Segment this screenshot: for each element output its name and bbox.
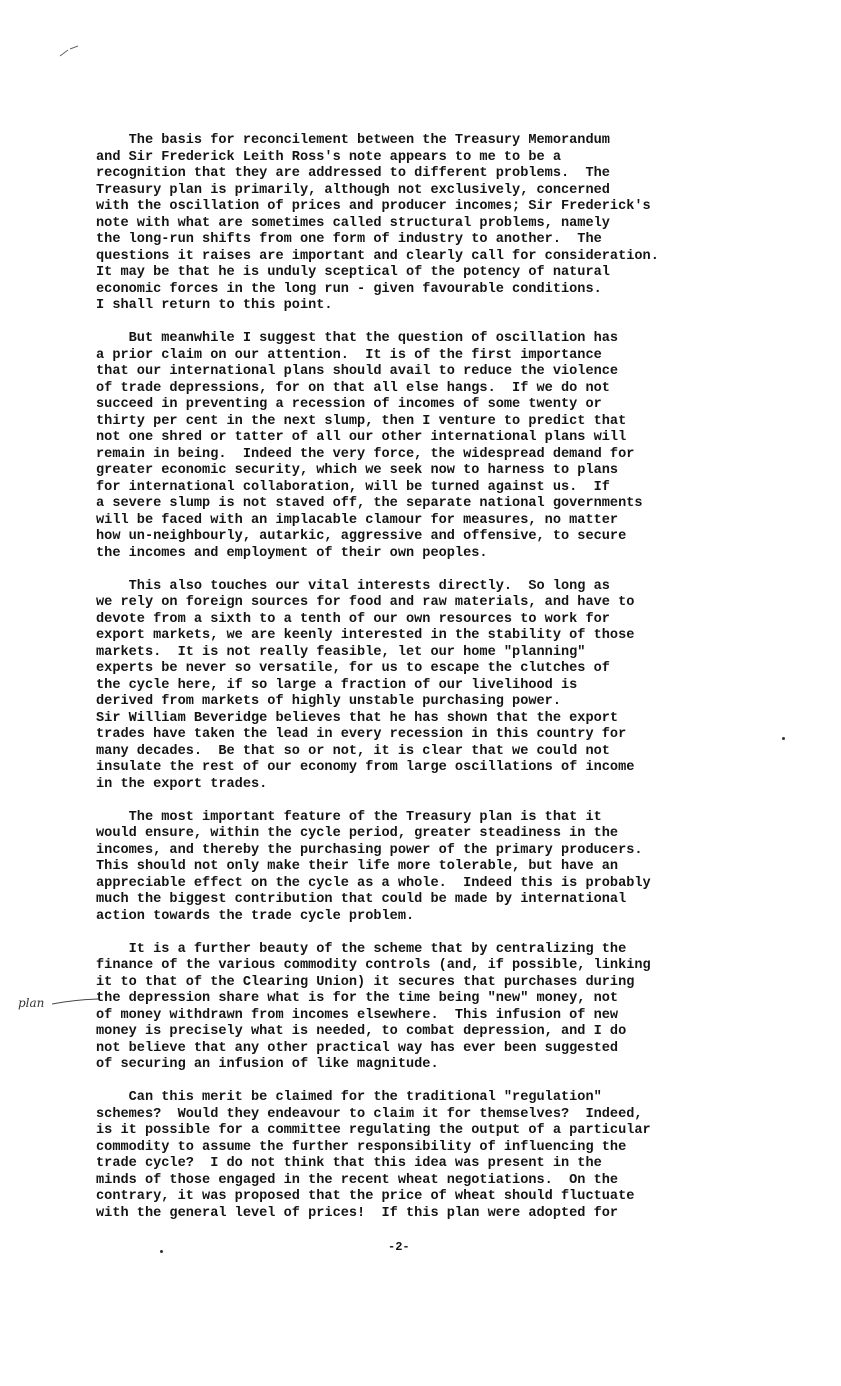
text-line: It may be that he is unduly sceptical of the potency of natural	[96, 265, 610, 280]
text-line: This also touches our vital interests directly. So long as	[96, 578, 610, 594]
text-line: appreciable effect on the cycle as a whole. Indeed this is probably	[96, 875, 651, 891]
text-line: experts be never so versatile, for us to escape the clutches of	[96, 661, 610, 676]
paragraph	[96, 810, 796, 926]
text-line: questions it raises are important and clearly call for consideration.	[96, 248, 659, 264]
text-line: not believe that any other practical way has ever been suggested	[96, 1040, 619, 1056]
text-line: This should not only make their life more tolerable, but have an	[96, 859, 619, 874]
page-number: -2-	[388, 1240, 410, 1254]
text-line: is it possible for a committee regulating the output of a particular	[96, 1123, 651, 1138]
text-line: minds of those engaged in the recent wheat negotiations. On the	[96, 1172, 619, 1188]
text-line: many decades. Be that so or not, it is clear that we could not	[96, 743, 610, 759]
text-line: markets. It is not really feasible, let our home "planning"	[96, 644, 586, 660]
text-line: not one shred or tatter of all our other international plans will	[96, 430, 627, 445]
text-line: of securing an infusion of like magnitude.	[96, 1057, 439, 1072]
stray-dot	[782, 737, 785, 740]
paragraph	[96, 1090, 796, 1222]
text-line: incomes, and thereby the purchasing power of the primary producers.	[96, 842, 643, 858]
text-line: of trade depressions, for on that all else hangs. If we do not	[96, 380, 610, 396]
text-line: the incomes and employment of their own peoples.	[96, 545, 488, 561]
text-line: trades have taken the lead in every recession in this country for	[96, 727, 627, 742]
text-line: in the export trades.	[96, 776, 268, 792]
text-line: note with what are sometimes called structural problems, namely	[96, 215, 610, 231]
text-line: much the biggest contribution that could be made by international	[96, 892, 627, 907]
paragraph	[96, 579, 796, 794]
stray-dot	[160, 1250, 163, 1253]
text-line: But meanwhile I suggest that the question of oscillation has	[96, 331, 619, 346]
text-line: a severe slump is not staved off, the separate national governments	[96, 496, 643, 511]
text-line: devote from a sixth to a tenth of our own resources to work for	[96, 611, 610, 627]
text-line: action towards the trade cycle problem.	[96, 908, 415, 924]
text-line: insulate the rest of our economy from large oscillations of income	[96, 760, 635, 775]
text-line: a prior claim on our attention. It is of the first importance	[96, 347, 602, 363]
text-line: greater economic security, which we seek now to harness to plans	[96, 463, 619, 478]
text-line: thirty per cent in the next slump, then I venture to predict that	[96, 413, 627, 429]
text-line: the cycle here, if so large a fraction of our livelihood is	[96, 677, 578, 693]
text-line: finance of the various commodity controls (and, if possible, linking	[96, 958, 651, 973]
text-line: remain in being. Indeed the very force, the widespread demand for	[96, 446, 635, 462]
pen-mark-icon	[58, 44, 82, 58]
text-line: succeed in preventing a recession of incomes of some twenty or	[96, 397, 602, 412]
text-line: how un-neighbourly, autarkic, aggressive and offensive, to secure	[96, 529, 627, 544]
paragraph	[96, 133, 796, 315]
text-line: of money withdrawn from incomes elsewhere. This infusion of new	[96, 1007, 619, 1023]
paragraph	[96, 942, 796, 1074]
margin-annotation: plan	[18, 996, 45, 1010]
text-line: contrary, it was proposed that the price of wheat should fluctuate	[96, 1189, 635, 1204]
text-line: the depression share what is for the time being "new" money, not	[96, 991, 619, 1006]
text-line: the long-run shifts from one form of industry to another. The	[96, 232, 602, 247]
text-line: The basis for reconcilement between the Treasury Memorandum	[96, 133, 610, 148]
document-body	[96, 133, 796, 1239]
text-line: and Sir Frederick Leith Ross's note appears to me to be a	[96, 149, 561, 165]
text-line: schemes? Would they endeavour to claim it for themselves? Indeed,	[96, 1106, 643, 1122]
paragraph	[96, 331, 796, 562]
text-line: with the general level of prices! If this plan were adopted for	[96, 1205, 619, 1221]
text-line: trade cycle? I do not think that this idea was present in the	[96, 1156, 602, 1171]
text-line: Sir William Beveridge believes that he has shown that the export	[96, 710, 619, 726]
text-line: with the oscillation of prices and producer incomes; Sir Frederick's	[96, 199, 651, 214]
text-line: that our international plans should avail to reduce the violence	[96, 364, 619, 379]
text-line: for international collaboration, will be turned against us. If	[96, 479, 610, 495]
text-line: economic forces in the long run - given favourable conditions.	[96, 281, 602, 297]
text-line: commodity to assume the further responsibility of influencing the	[96, 1139, 627, 1155]
text-line: export markets, we are keenly interested in the stability of those	[96, 628, 635, 643]
text-line: recognition that they are addressed to different problems. The	[96, 166, 610, 181]
text-line: Can this merit be claimed for the traditional "regulation"	[96, 1090, 602, 1105]
text-line: derived from markets of highly unstable purchasing power.	[96, 694, 561, 709]
text-line: will be faced with an implacable clamour for measures, no matter	[96, 512, 619, 528]
text-line: would ensure, within the cycle period, greater steadiness in the	[96, 826, 619, 841]
annotation-stroke-icon	[52, 998, 98, 1008]
text-line: It is a further beauty of the scheme that by centralizing the	[96, 941, 627, 957]
text-line: it to that of the Clearing Union) it secures that purchases during	[96, 974, 635, 990]
text-line: we rely on foreign sources for food and raw materials, and have to	[96, 595, 635, 610]
text-line: The most important feature of the Treasury plan is that it	[96, 809, 602, 825]
text-line: money is precisely what is needed, to combat depression, and I do	[96, 1024, 627, 1039]
text-line: Treasury plan is primarily, although not exclusively, concerned	[96, 182, 610, 198]
text-line: I shall return to this point.	[96, 298, 333, 313]
